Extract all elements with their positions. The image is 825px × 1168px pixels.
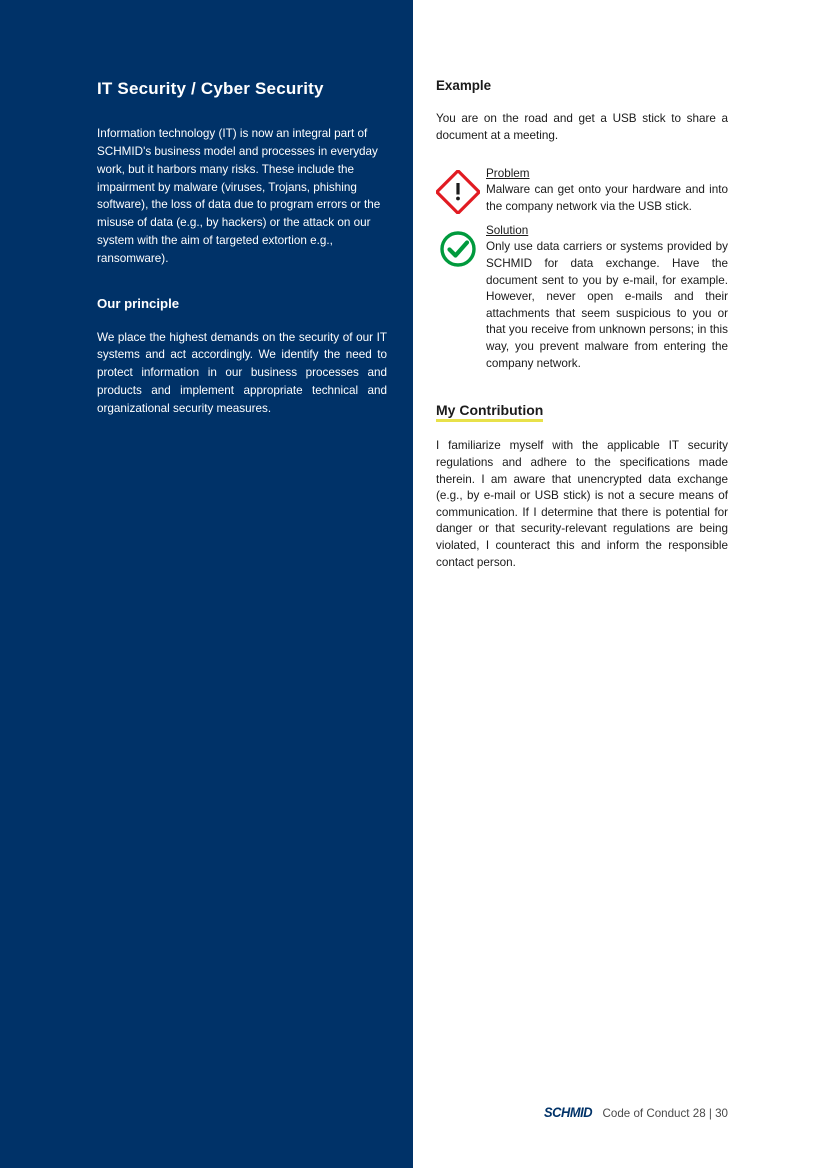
- my-contribution-heading: My Contribution: [436, 402, 544, 419]
- problem-label: Problem: [486, 167, 530, 181]
- footer-page-label: Code of Conduct 28 | 30: [602, 1107, 728, 1120]
- solution-label: Solution: [486, 224, 529, 238]
- schmid-logo: SCHMID: [544, 1104, 593, 1120]
- right-content: [436, 78, 728, 571]
- example-heading: Example: [436, 78, 492, 93]
- hazard-warning-icon: [436, 164, 486, 214]
- problem-text-block: [486, 164, 728, 215]
- solution-paragraph: Only use data carriers or systems provided by SCHMID for data exchange. Have the document sent to you by e-mail, for example. However, never open e-mails and their attachments that seem suspicious to you or that you receive from unknown persons; in this way, you prevent malware from entering the company network.: [486, 240, 728, 370]
- right-white-panel: [413, 0, 825, 1168]
- problem-item: [436, 164, 728, 215]
- green-check-circle-icon: [436, 221, 486, 271]
- page-footer: [544, 1104, 728, 1120]
- page-title: IT Security / Cyber Security: [97, 79, 324, 98]
- solution-text-block: [486, 221, 728, 372]
- problem-paragraph: Malware can get onto your hardware and into the company network via the USB stick.: [486, 183, 728, 213]
- my-contribution-paragraph: I familiarize myself with the applicable IT security regulations and adhere to the specifications made therein. I am aware that unencrypted data exchange (e.g., by e-mail or USB stick) is not a secure means of communication. If I determine that there is potential for danger or that security-relevant regulations are being violated, I counteract this and inform the responsible contact person.: [436, 439, 728, 569]
- example-intro-paragraph: You are on the road and get a USB stick to share a document at a meeting.: [436, 112, 728, 142]
- solution-item: [436, 221, 728, 372]
- intro-paragraph: Information technology (IT) is now an integral part of SCHMID's business model and processes in everyday work, but it harbors many risks. These include the impairment by malware (viruses, Trojans, phishing software), the loss of data due to program errors or the misuse of data (e.g., by hackers) or the attack on our system with the aim of targeted extortion e.g., ransomware).: [97, 127, 381, 265]
- left-content: [97, 78, 387, 417]
- our-principle-heading: Our principle: [97, 295, 180, 311]
- our-principle-paragraph: We place the highest demands on the security of our IT systems and act accordingly. We identify the need to protect information in our business processes and products and implement appropriate technical and organizational security measures.: [97, 330, 387, 415]
